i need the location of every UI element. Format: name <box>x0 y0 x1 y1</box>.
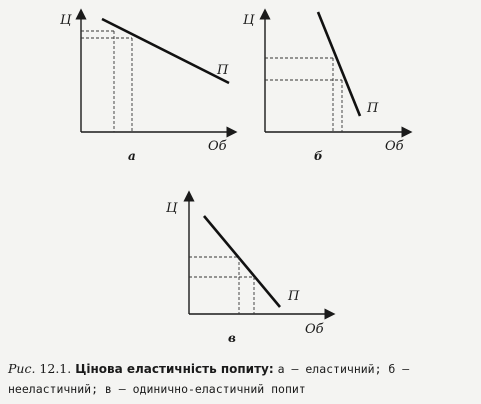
caption-title: Цінова еластичність попиту: <box>75 362 274 376</box>
curve-label-b: П <box>367 101 379 116</box>
caption-number: 12.1. <box>39 361 72 376</box>
panel-label-b: б <box>314 149 323 163</box>
caption-description: а — еластичний; б — нееластичний; в — одинично-еластичний попит <box>8 362 410 396</box>
y-axis-label-c: Ц <box>166 201 178 216</box>
x-axis-label-b: Об <box>385 139 404 154</box>
y-axis-label-a: Ц <box>60 13 72 28</box>
caption-prefix: Рис. <box>8 361 36 376</box>
panel-label-a: а <box>128 149 136 163</box>
figure-caption <box>8 359 476 399</box>
y-axis-label-b: Ц <box>243 13 255 28</box>
demand-curve-a <box>102 19 229 83</box>
curve-label-c: П <box>288 289 300 304</box>
panel-label-c: в <box>228 331 236 345</box>
curve-label-a: П <box>217 63 229 78</box>
x-axis-label-c: Об <box>305 322 324 337</box>
x-axis-label-a: Об <box>208 139 227 154</box>
demand-curve-b <box>318 12 360 116</box>
demand-curve-c <box>204 216 280 307</box>
panel-c <box>166 196 330 345</box>
panel-a <box>60 13 232 163</box>
panel-b <box>243 12 407 163</box>
